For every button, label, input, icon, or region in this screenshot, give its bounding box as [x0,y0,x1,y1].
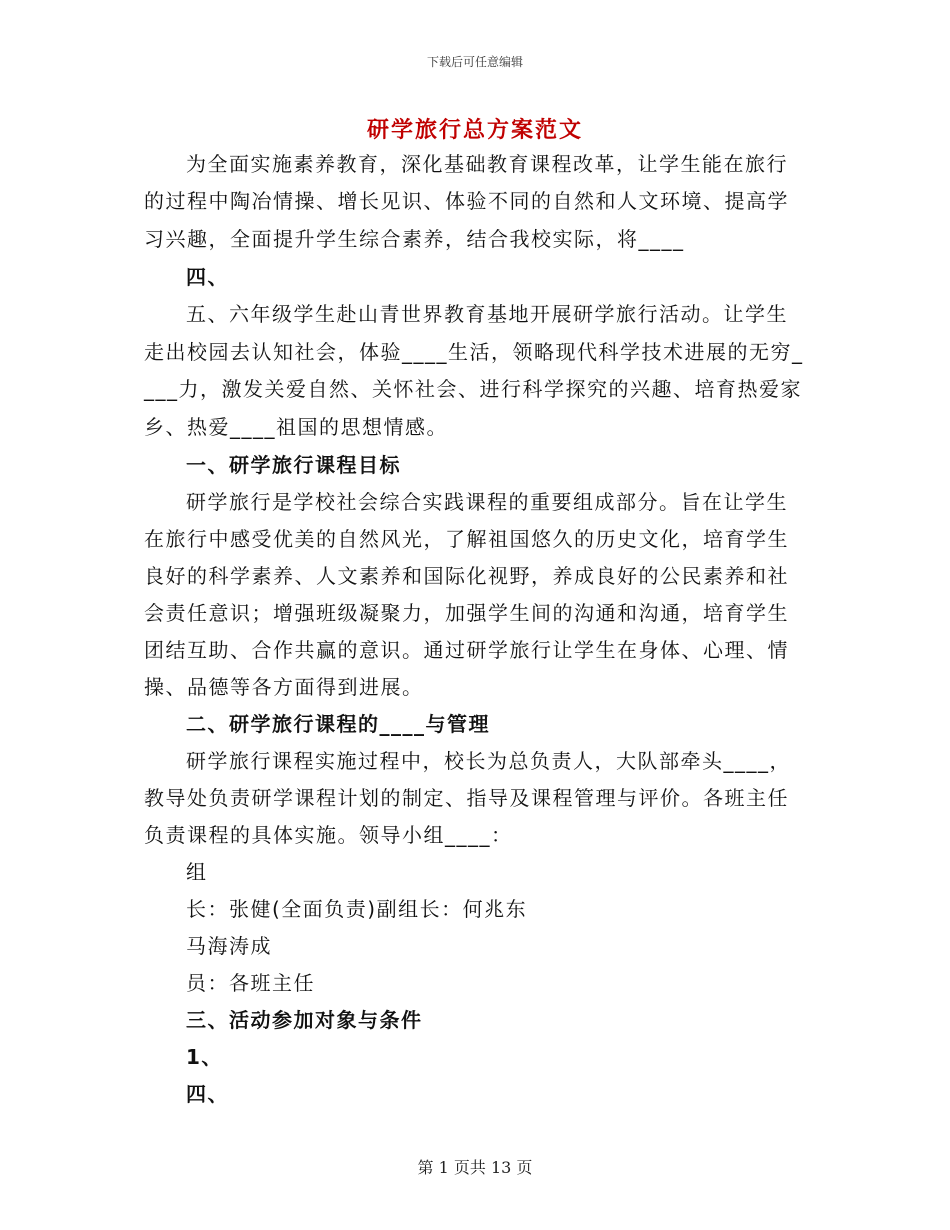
body-text-line: 组 [186,860,208,884]
body-text-line: 乡、热爱____祖国的思想情感。 [144,415,448,439]
body-text-line: ___力，激发关爱自然、关怀社会、进行科学探究的兴趣、培育热爱家 [144,377,802,401]
body-text-line: 操、品德等各方面得到进展。 [144,675,424,699]
body-text-line: 良好的科学素养、人文素养和国际化视野，养成良好的公民素养和社 [144,564,789,588]
body-text-line: 负责课程的具体实施。领导小组____： [144,823,513,847]
body-text-line: 员：各班主任 [186,971,315,995]
section-heading: 四、 [186,265,229,289]
body-text-line: 马海涛成 [186,934,272,958]
body-text-line: 五、六年级学生赴山青世界教育基地开展研学旅行活动。让学生 [186,302,788,326]
body-text-line: 教导处负责研学课程计划的制定、指导及课程管理与评价。各班主任 [144,786,789,810]
body-text-line: 研学旅行课程实施过程中，校长为总负责人，大队部牵头____， [186,749,791,773]
body-text-line: 研学旅行是学校社会综合实践课程的重要组成部分。旨在让学生 [186,490,788,514]
section-heading: 三、活动参加对象与条件 [186,1008,423,1032]
section-heading: 二、研学旅行课程的____与管理 [186,712,490,736]
body-text-line: 为全面实施素养教育，深化基础教育课程改革，让学生能在旅行 [186,152,788,176]
section-heading: 四、 [186,1082,229,1106]
body-text-line: 团结互助、合作共赢的意识。通过研学旅行让学生在身体、心理、情 [144,638,789,662]
body-text-line: 走出校园去认知社会，体验____生活，领略现代科学技术进展的无穷_ [144,340,804,364]
body-text-line: 会责任意识；增强班级凝聚力，加强学生间的沟通和沟通，培育学生 [144,601,789,625]
section-heading: 1、 [186,1045,223,1069]
body-text-line: 的过程中陶冶情操、增长见识、体验不同的自然和人文环境、提高学 [144,189,789,213]
section-heading: 一、研学旅行课程目标 [186,453,401,477]
body-text-line: 习兴趣，全面提升学生综合素养，结合我校实际，将____ [144,227,685,251]
body-text-line: 在旅行中感受优美的自然风光，了解祖国悠久的历史文化，培育学生 [144,527,789,551]
header-note: 下载后可任意编辑 [426,55,523,69]
page-footer: 第 1 页共 13 页 [417,1158,533,1177]
body-text-line: 长：张健(全面负责)副组长：何兆东 [186,897,528,921]
document-title: 研学旅行总方案范文 [366,118,583,143]
